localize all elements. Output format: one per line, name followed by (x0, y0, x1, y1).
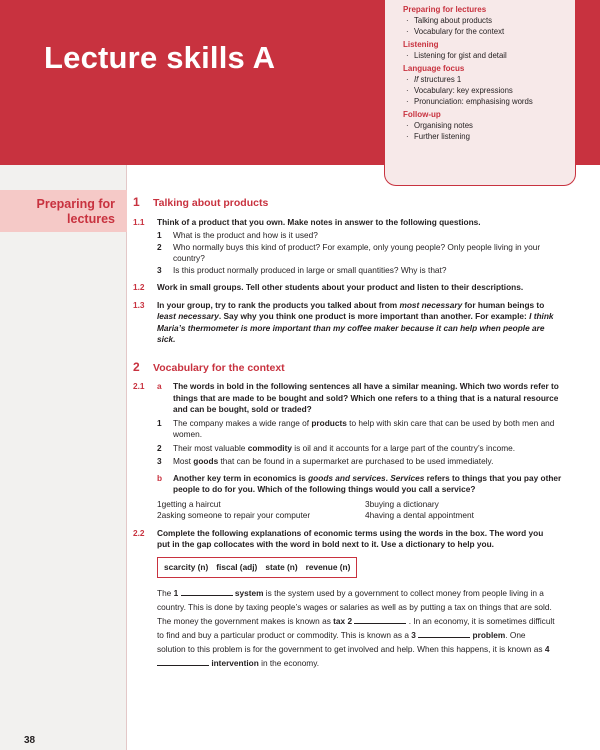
part-letter: b (157, 472, 163, 483)
left-margin-column (0, 165, 127, 750)
item-text: Is this product normally produced in large or small quantities? Why is that? (173, 264, 447, 275)
part-instruction (173, 473, 573, 496)
word-box (157, 557, 357, 579)
exercise-1-1 (133, 217, 556, 277)
toc-item: · Further listening (403, 131, 575, 142)
exercise-instruction (157, 300, 556, 346)
section-number: 2 (133, 359, 140, 374)
gap-number: 4 (544, 644, 550, 654)
unit-contents-box (384, 0, 576, 186)
toc-item: · Pronunciation: emphasising words (403, 96, 575, 107)
text-run: The (157, 588, 174, 598)
list-item (157, 265, 556, 277)
gap-blank[interactable] (157, 657, 209, 666)
text-run: is the system used by a government to collect money from people living in a country. This is done by taxing people’s wages or salaries as well as by putting a tax on things that are sold. The money the government makes is known as (157, 588, 552, 626)
gap-blank[interactable] (181, 587, 233, 596)
toc-heading: Follow-up (403, 110, 441, 119)
keyword: system (234, 588, 264, 598)
text-run: Their most valuable (173, 442, 248, 453)
exercise-number: 2.2 (133, 527, 145, 538)
choice-number: 2 (157, 510, 162, 520)
toc-heading: Listening (403, 40, 439, 49)
keyword: tax 2 (333, 616, 353, 626)
text-run: that can be found in a supermarket are purchased to be used immediately. (218, 456, 494, 466)
text-run: . One solution to this problem is for the government to get involved and help. When this happens, it is known as (157, 630, 545, 654)
part-b (157, 473, 573, 496)
text-run: Most (173, 456, 194, 466)
choice-number: 4 (365, 510, 370, 520)
exercise-number: 1.1 (133, 216, 145, 227)
item-text (173, 418, 573, 441)
text-run: Services (390, 472, 425, 483)
example-sentence: I think Maria’s thermometer is more important than my coffee maker because it can help when people are sick. (157, 311, 554, 344)
item-number: 2 (157, 241, 162, 252)
choice-row (157, 510, 573, 522)
text-run: to help with skin care that can be used by both men and women. (173, 417, 555, 439)
exercise-number: 1.2 (133, 282, 145, 292)
text-run: refers to things that you pay other people to do for you. Which of the following things would you call a service? (173, 472, 562, 494)
exercise-number: 2.1 (133, 381, 145, 391)
section-label-line1: Preparing for (36, 197, 115, 211)
item-number: 1 (157, 230, 162, 240)
list-item (157, 443, 573, 455)
gap-number: 3 (411, 630, 416, 640)
toc-heading: Preparing for lectures (403, 5, 487, 14)
choice-item (365, 499, 573, 511)
choice-text: buying a dictionary (369, 498, 439, 509)
choice-text: asking someone to repair your computer (161, 510, 311, 520)
section-label-box (0, 190, 127, 232)
text-run: is oil and it accounts for a large part of the country’s income. (291, 442, 516, 453)
text-run: The company makes a wide range of (173, 417, 312, 428)
list-item (157, 456, 573, 468)
toc-item: · Listening for gist and detail (403, 50, 575, 61)
exercise-instruction: Complete the following explanations of economic terms using the words in the box. The word you put in the gap collocates with the word in bold next to it. Use a dictionary to help you. (157, 527, 544, 549)
part-a (157, 381, 573, 416)
box-word: fiscal (adj) (216, 561, 258, 572)
choice-item (157, 510, 365, 522)
box-word: revenue (n) (305, 561, 351, 572)
choice-text: having a dental appointment (369, 510, 474, 520)
text-run: for human beings to (462, 299, 545, 310)
toc-item: · Vocabulary: key expressions (403, 85, 575, 96)
toc-item: · Vocabulary for the context (403, 26, 575, 37)
toc-heading: Language focus (403, 64, 465, 73)
item-number: 1 (157, 417, 162, 428)
text-run: If (414, 75, 419, 84)
list-item (157, 242, 556, 265)
text-run: goods and services (308, 472, 386, 483)
text-run: In your group, try to rank the products you talked about from (157, 299, 400, 310)
choice-text: getting a haircut (161, 498, 221, 509)
main-content (133, 195, 562, 670)
text-run: least necessary (157, 311, 219, 321)
exercise-instruction: Work in small groups. Tell other students about your product and listen to their descriptions. (157, 282, 524, 292)
choice-number: 1 (157, 498, 162, 509)
toc-section (403, 110, 575, 142)
section-number: 1 (133, 195, 140, 209)
gap-number: 1 (173, 588, 179, 598)
text-run: . In an economy, it is sometimes difficult to find and buy a particular product or commodity. This is known as a (157, 616, 555, 640)
text-run: Another key term in economics is (173, 472, 309, 483)
section-title: Talking about products (153, 197, 269, 209)
item-number: 2 (157, 442, 162, 453)
text-run: . (385, 472, 391, 483)
keyword: intervention (211, 658, 259, 668)
box-word: state (n) (265, 561, 298, 572)
toc-item: · Organising notes (403, 120, 575, 131)
item-number: 3 (157, 456, 162, 466)
section-label-line2: lectures (67, 212, 115, 226)
item-text: Who normally buys this kind of product? For example, only young people? Only people living in your country? (173, 241, 541, 263)
item-number: 3 (157, 264, 162, 275)
choice-item (365, 510, 573, 522)
part-instruction: The words in bold in the following sentences all have a similar meaning. Which two words refer to things that are made to be bought and sold? Which one refers to a thing that is a natural resource and can be bought, sold or traded? (173, 381, 559, 414)
exercise-2-2 (133, 528, 556, 671)
item-text (173, 443, 515, 455)
item-text (173, 456, 493, 468)
box-word: scarcity (n) (164, 561, 209, 572)
exercise-instruction: Think of a product that you own. Make notes in answer to the following questions. (157, 216, 481, 227)
toc-item: · If structures 1 (403, 74, 575, 85)
choice-item (157, 499, 365, 511)
toc-section (403, 5, 575, 37)
toc-item: · Talking about products (403, 15, 575, 26)
section-2-heading (133, 359, 556, 375)
toc-section (403, 64, 575, 107)
gap-blank[interactable] (354, 615, 406, 624)
text-run: . Say why you think one product is more important than another. For example: (218, 311, 530, 321)
page-number: 38 (24, 735, 36, 746)
gap-blank[interactable] (418, 629, 470, 638)
toc-section (403, 40, 575, 61)
exercise-2-1 (133, 381, 562, 522)
exercise-1-2 (133, 282, 556, 294)
keyword: problem (472, 630, 506, 640)
keyword: commodity (247, 442, 292, 453)
choice-row (157, 499, 573, 511)
section-1-heading (133, 197, 556, 210)
section-label (37, 197, 116, 227)
keyword: goods (193, 456, 219, 466)
text-run: most necessary (399, 299, 463, 310)
keyword: products (311, 417, 347, 428)
exercise-1-3 (133, 300, 556, 346)
item-text: What is the product and how is it used? (173, 230, 318, 240)
section-title: Vocabulary for the context (153, 361, 285, 374)
gap-fill-paragraph (157, 586, 556, 670)
left-column-divider (126, 165, 127, 750)
text-run: in the economy. (258, 658, 320, 668)
list-item (157, 418, 573, 441)
part-letter: a (157, 381, 162, 391)
page-title: Lecture skills A (44, 40, 276, 75)
list-item (157, 230, 556, 242)
choice-number: 3 (365, 498, 370, 509)
exercise-number: 1.3 (133, 299, 145, 310)
